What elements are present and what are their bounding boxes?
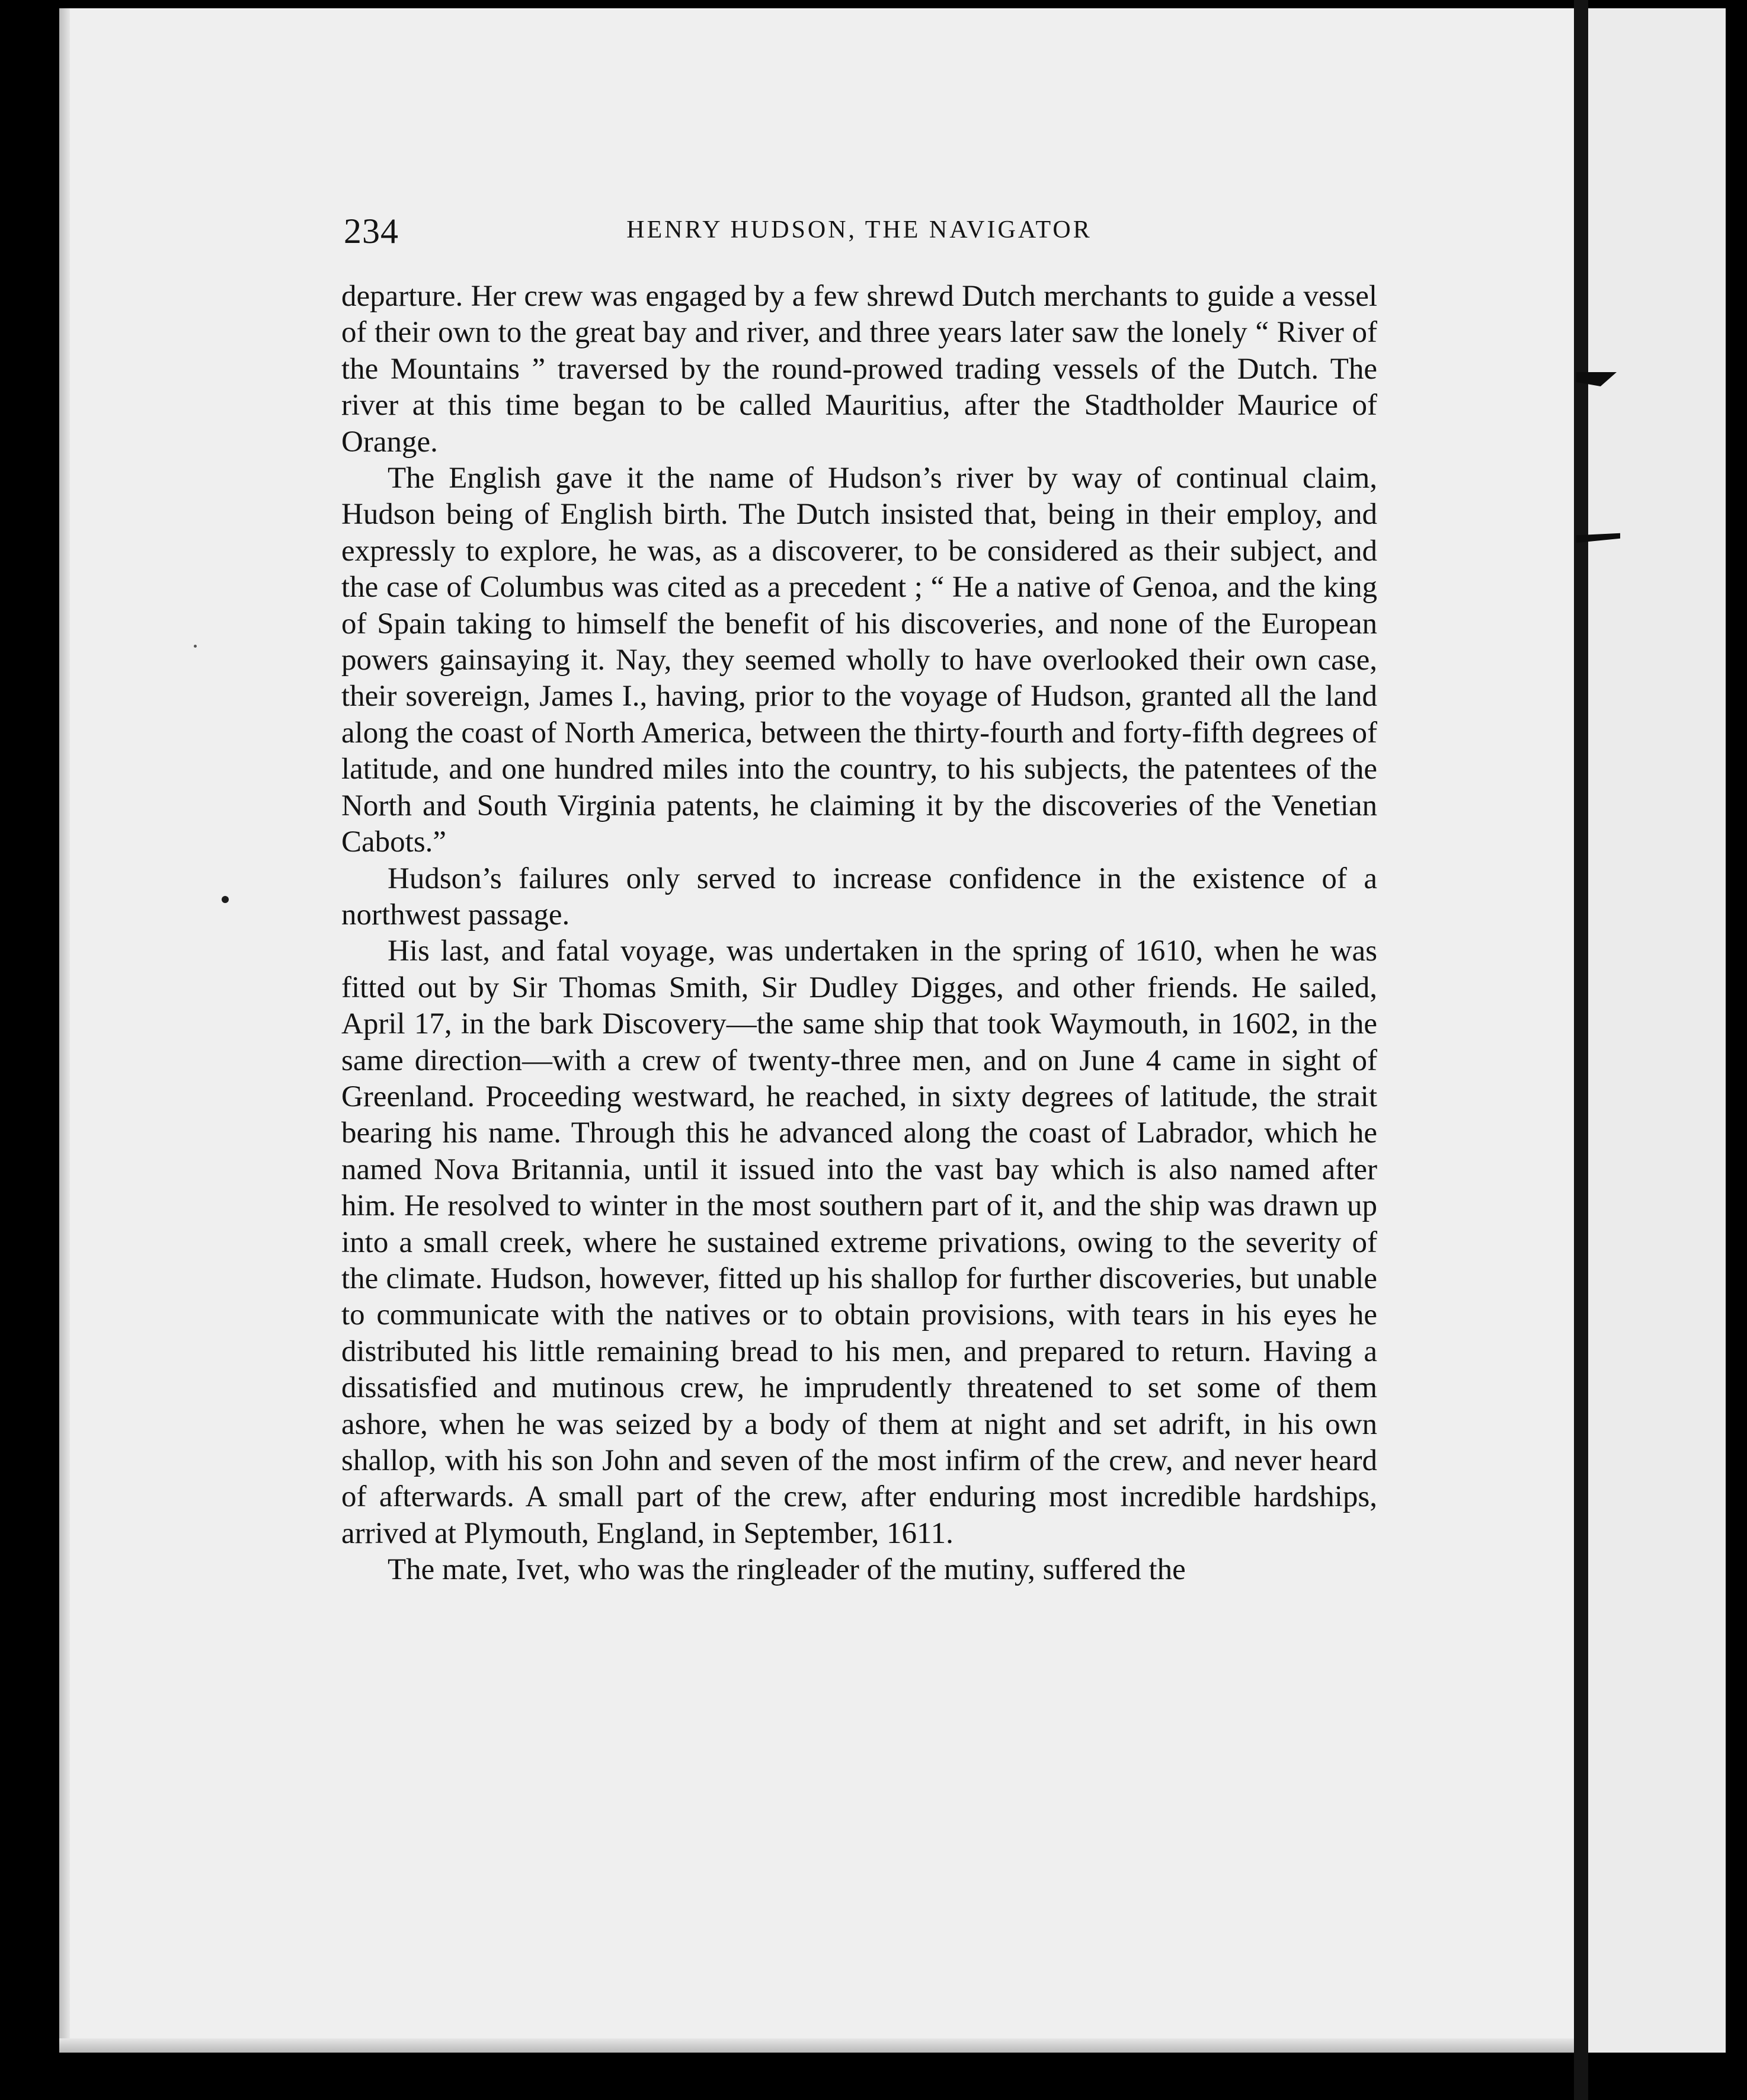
adjacent-page-edge	[1588, 8, 1726, 2053]
ink-speck	[222, 896, 229, 903]
running-head-title: HENRY HUDSON, THE NAVIGATOR	[626, 216, 1092, 244]
paragraph-continued: departure. Her crew was engaged by a few shrewd Dutch merchants to guide a vessel of their own to the great bay and river, and three years later saw the lonely “ River of the Mountains ” traversed by the round-prowed trading vessels of the Dutch. The river at this time began to be called Mauritius, after the Stadtholder Maurice of Orange.	[341, 280, 1377, 459]
paragraph: The English gave it the name of Hudson’s river by way of continual claim, Hudson being of English birth. The Dutch insisted that, being in their employ, and expressly to explore, he was, as a discoverer, to be considered as their subject, and the case of Columbus was cited as a precedent ; “ He a native of Genoa, and the king of Spain taking to himself the benefit of his discoveries, and none of the European powers gainsaying it. Nay, they seemed wholly to have overlooked their own case, their sovereign, James I., having, prior to the voyage of Hudson, granted all the land along the coast of North America, between the thirty-fourth and forty-fifth degrees of latitude, and one hundred miles into the country, to his subjects, the patentees of the North and South Virginia patents, he claiming it by the discoveries of the Venetian Cabots.”	[341, 462, 1377, 859]
ink-speck	[194, 645, 197, 648]
book-gutter	[1574, 0, 1588, 2100]
paragraph: His last, and fatal voyage, was undertaken in the spring of 1610, when he was fitted out by Sir Thomas Smith, Sir Dudley Digges, and other friends. He sailed, April 17, in the bark Discovery—the same ship that took Waymouth, in 1602, in the same direction—with a crew of twenty-three men, and on June 4 came in sight of Greenland. Proceeding westward, he reached, in sixty degrees of latitude, the strait bearing his name. Through this he advanced along the coast of Labrador, which he named Nova Britannia, until it issued into the vast bay which is also named after him. He resolved to winter in the most southern part of it, and the ship was drawn up into a small creek, where he sustained extreme privations, owing to the severity of the climate. Hudson, however, fitted up his shallop for further discoveries, but unable to communicate with the natives or to obtain provisions, with tears in his eyes he distributed his little remaining bread to his men, and prepared to return. Having a dissatisfied and mutinous crew, he imprudently threatened to set some of them ashore, when he was seized by a body of them at night and set adrift, in his own shallop, with his son John and seven of the most infirm of the crew, and never heard of afterwards. A small part of the crew, after enduring most incredible hardships, arrived at Plymouth, England, in September, 1611.	[341, 934, 1377, 1550]
paragraph: The mate, Ivet, who was the ringleader of the mutiny, suffered the	[388, 1553, 1186, 1587]
paragraph: Hudson’s failures only served to increase confidence in the existence of a northwest passage.	[341, 862, 1377, 931]
body-text	[341, 278, 1377, 1589]
page-number: 234	[344, 212, 399, 251]
running-head	[344, 211, 1564, 258]
page-left-edge	[59, 8, 70, 2053]
page-bottom-edge	[59, 2038, 1574, 2053]
